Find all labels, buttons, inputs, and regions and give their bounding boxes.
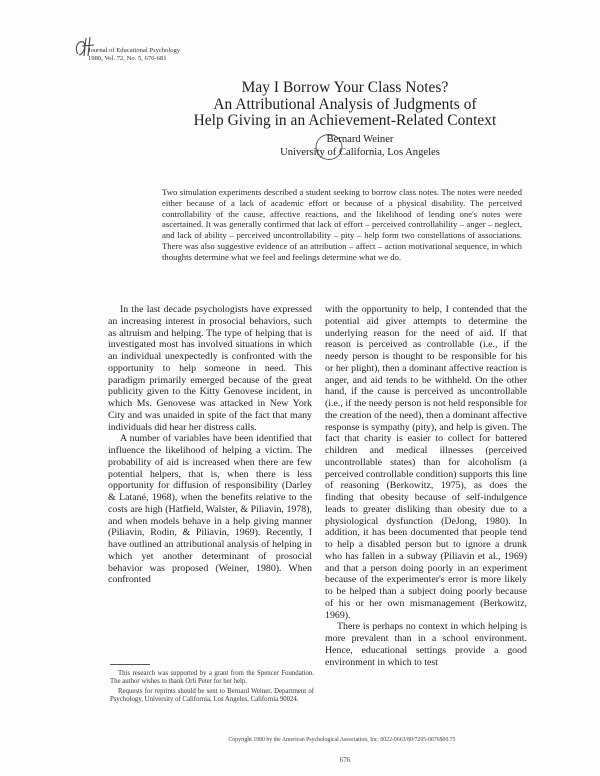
footnote: This research was supported by a grant from the Spencer Foundation. The author wishes to thank Orli Peter for her help. — [110, 670, 314, 685]
paragraph: with the opportunity to help, I contended that the potential aid giver attempts to determine the underlying reason for the need of aid. If that reason is perceived as controllable (i.e., if the needy person is thought to be responsible for his or her plight), then a dominant affective reaction is anger, and aid tends to be withheld. On the other hand, if the cause is perceived as uncontrollable (i.e., if the needy person is not held responsible for the creation of the need), then a dominant affective response is sympathy (pity), and help is given. The fact that charity is easier to collect for battered children and medical illnesses (perceived uncontrollable states) than for alcoholism (a perceived controllable condition) supports this line of reasoning (Berkowitz, 1975), as does the finding that obesity because of self-indulgence leads to greater disliking than obesity due to a physiological dysfunction (DeJong, 1980). In addition, it has been documented that people tend to help a disabled person but to ignore a drunk who has fallen in a subway (Piliavin et al., 1969) and that a person doing poorly in an experiment because of the experimenter's error is more likely to be helped than a subject doing poorly because of his or her own mismanagement (Berkowitz, 1969). — [325, 304, 527, 621]
page-number: 676 — [339, 756, 351, 764]
title-line-1: May I Borrow Your Class Notes? — [241, 79, 449, 96]
title-line-2: An Attributional Analysis of Judgments of — [213, 95, 477, 113]
footnote-divider — [110, 664, 150, 665]
paper-title — [150, 80, 540, 130]
journal-citation — [88, 47, 180, 63]
author-affiliation: University of California, Los Angeles — [280, 146, 440, 158]
footnotes — [110, 670, 314, 706]
title-line-3: Help Giving in an Achievement-Related Context — [193, 112, 497, 129]
footnote: Requests for reprints should be sent to Bernard Weiner, Department of Psychology, University of California, Los Angeles, California 90024. — [110, 687, 314, 703]
journal-name: Journal of Educational Psychology — [88, 47, 181, 54]
paragraph: A number of variables have been identified that influence the likelihood of helping a victim. The probability of aid is increased when there are few potential helpers, that is, when there is less opportunity for diffusion of responsibility (Darley & Latané, 1968), when the benefits relative to the costs are high (Hatfield, Walster, & Piliavin, 1978), and when models behave in a help giving manner (Piliavin, Rodin, & Piliavin, 1969). Recently, I have outlined an attributional analysis of helping in which yet another determinant of prosocial behavior was proposed (Weiner, 1980). When confronted — [108, 433, 312, 586]
abstract: Two simulation experiments described a student seeking to borrow class notes. The notes were needed either because of a lack of academic effort or because of a physical disability. The perceived controllability of the cause, affective reactions, and the likelihood of lending one's notes were ascertained. It was generally confirmed that lack of effort – perceived controllability – anger – neglect, and lack of ability – perceived uncontrollability – pity – help form two constellations of associations. There was also suggestive evidence of an attribution – affect – action motivational sequence, in which thoughts determine what we feel and feelings determine what we do. — [162, 187, 522, 262]
body-column-right — [325, 304, 527, 668]
paragraph: There is perhaps no context in which helping is more prevalent than in a school environment. Hence, educational settings provide a good environment in which to test — [325, 621, 527, 668]
body-column-left — [108, 304, 312, 586]
author-block — [250, 134, 470, 159]
author-name: Bernard Weiner — [326, 134, 394, 145]
journal-volume: 1980, Vol. 72, No. 5, 676-681 — [88, 55, 167, 62]
paragraph: In the last decade psychologists have expressed an increasing interest in prosocial behaviors, such as altruism and helping. The type of helping that is investigated most has involved situations in which an individual unexpectedly is confronted with the opportunity to help someone in need. This paradigm primarily emerged because of the great publicity given to the Kitty Genovese incident, in which Ms. Genovese was attacked in New York City and was unaided in spite of the fact that many individuals did hear her distress calls. — [108, 304, 312, 433]
copyright-line: Copyright 1980 by the American Psychological Association, Inc. 0022-0663/80/7205-0676$00.75 — [228, 737, 456, 743]
